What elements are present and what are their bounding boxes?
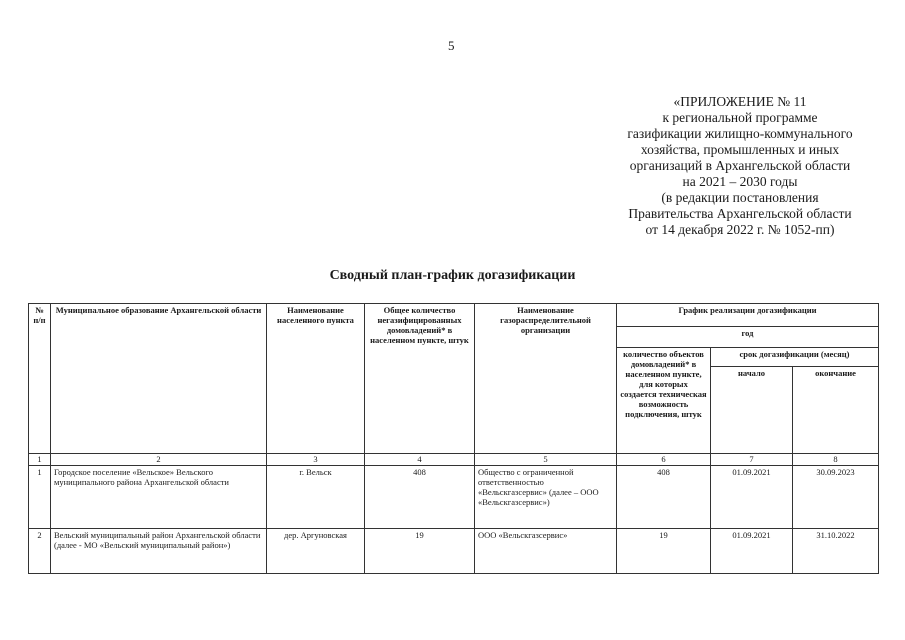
appendix-line: (в редакции постановления <box>661 190 819 205</box>
row-count: 19 <box>617 529 711 574</box>
column-number: 2 <box>51 454 267 466</box>
row-end: 31.10.2022 <box>793 529 879 574</box>
row-end: 30.09.2023 <box>793 466 879 529</box>
row-total: 408 <box>365 466 475 529</box>
appendix-line: от 14 декабря 2022 г. № 1052-пп) <box>645 222 835 237</box>
header-municipality: Муниципальное образование Архангельской области <box>51 304 267 454</box>
row-settlement: г. Вельск <box>267 466 365 529</box>
column-number: 1 <box>29 454 51 466</box>
header-start: начало <box>711 367 793 454</box>
appendix-line: к региональной программе <box>662 110 818 125</box>
header-term: срок догазификации (месяц) <box>711 348 879 367</box>
row-organization: Общество с ограниченной ответственностью «Вельскгазсервис» (далее – ООО «Вельскгазсервис») <box>475 466 617 529</box>
row-num: 1 <box>29 466 51 529</box>
column-number: 7 <box>711 454 793 466</box>
appendix-line: Правительства Архангельской области <box>628 206 852 221</box>
header-count-objects: количество объектов домовладений* в населенном пункте, для которых создается техническая возможность подключения, штук <box>617 348 711 454</box>
column-number: 4 <box>365 454 475 466</box>
row-start: 01.09.2021 <box>711 529 793 574</box>
table-row <box>29 466 879 529</box>
header-organization: Наименование газораспределительной организации <box>475 304 617 454</box>
column-number: 5 <box>475 454 617 466</box>
appendix-block <box>590 94 890 238</box>
header-num: № п/п <box>29 304 51 454</box>
row-num: 2 <box>29 529 51 574</box>
row-total: 19 <box>365 529 475 574</box>
column-number: 3 <box>267 454 365 466</box>
column-number: 8 <box>793 454 879 466</box>
header-year: год <box>617 327 879 348</box>
appendix-line: хозяйства, промышленных и иных <box>640 142 840 157</box>
appendix-line: «ПРИЛОЖЕНИЕ № 11 <box>673 94 807 109</box>
page-number: 5 <box>448 38 455 53</box>
appendix-line: на 2021 – 2030 годы <box>682 174 798 189</box>
gasification-schedule-table <box>28 303 879 574</box>
column-number: 6 <box>617 454 711 466</box>
header-settlement: Наименование населенного пункта <box>267 304 365 454</box>
row-municipality: Вельский муниципальный район Архангельской области (далее - МО «Вельский муниципальный район») <box>51 529 267 574</box>
appendix-line: газификации жилищно-коммунального <box>627 126 853 141</box>
header-schedule: График реализации догазификации <box>617 304 879 327</box>
row-start: 01.09.2021 <box>711 466 793 529</box>
header-end: окончание <box>793 367 879 454</box>
table-row <box>29 529 879 574</box>
document-title: Сводный план-график догазификации <box>329 268 576 283</box>
row-municipality: Городское поселение «Вельское» Вельского муниципального района Архангельской области <box>51 466 267 529</box>
row-organization: ООО «Вельскгазсервис» <box>475 529 617 574</box>
column-number-row <box>29 454 879 466</box>
header-total-households: Общее количество негазифицированных домовладений* в населенном пункте, штук <box>365 304 475 454</box>
row-count: 408 <box>617 466 711 529</box>
row-settlement: дер. Аргуновская <box>267 529 365 574</box>
appendix-line: организаций в Архангельской области <box>629 158 851 173</box>
